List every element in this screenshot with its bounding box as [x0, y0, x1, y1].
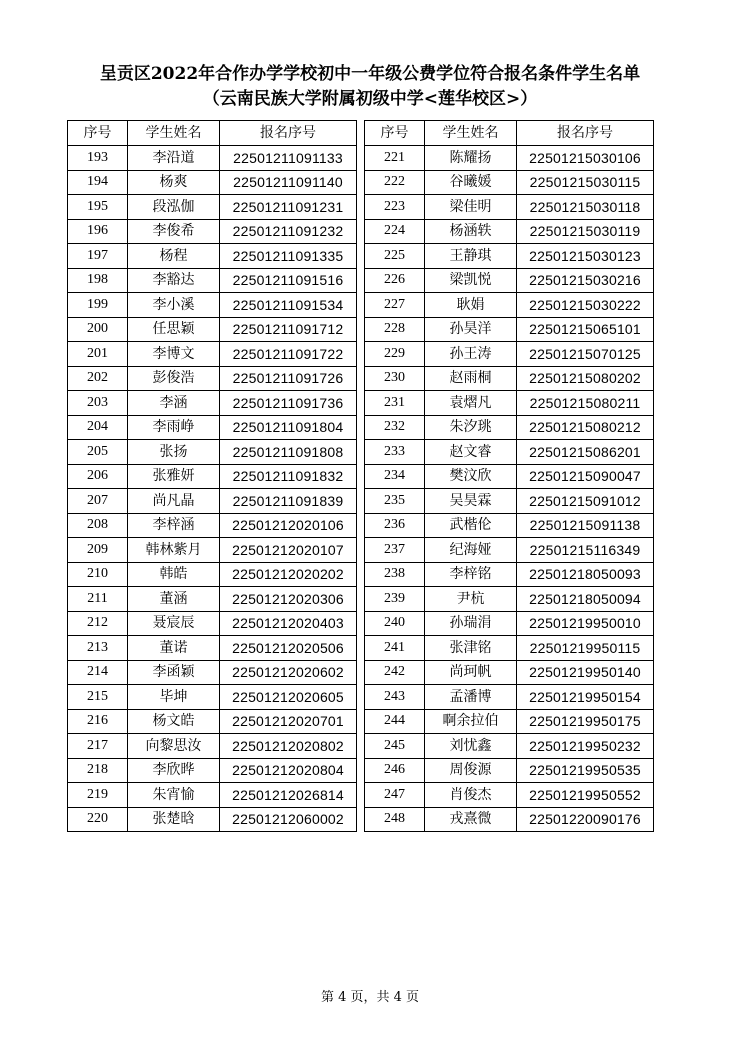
student-name: 毕坤	[128, 685, 220, 710]
student-name: 陈耀扬	[425, 146, 517, 171]
student-name: 李梓铭	[425, 562, 517, 587]
table-row	[365, 685, 654, 710]
row-number: 202	[68, 366, 128, 391]
row-number: 193	[68, 146, 128, 171]
row-number: 248	[365, 807, 425, 832]
table-row	[68, 195, 357, 220]
table-row	[68, 440, 357, 465]
row-number: 201	[68, 342, 128, 367]
student-name: 任思颖	[128, 317, 220, 342]
student-name: 李涵	[128, 391, 220, 416]
table-row	[68, 807, 357, 832]
table-row	[365, 464, 654, 489]
student-name: 尹杭	[425, 587, 517, 612]
student-name: 张雅妍	[128, 464, 220, 489]
registration-number: 22501215116349	[517, 538, 654, 563]
registration-number: 22501212020107	[220, 538, 357, 563]
row-number: 210	[68, 562, 128, 587]
row-number: 213	[68, 636, 128, 661]
table-row	[68, 636, 357, 661]
registration-number: 22501212020804	[220, 758, 357, 783]
student-name: 李小溪	[128, 293, 220, 318]
registration-number: 22501215090047	[517, 464, 654, 489]
student-name: 杨涵轶	[425, 219, 517, 244]
registration-number: 22501212020701	[220, 709, 357, 734]
row-number: 221	[365, 146, 425, 171]
registration-number: 22501215030123	[517, 244, 654, 269]
student-name: 董诺	[128, 636, 220, 661]
table-row	[365, 268, 654, 293]
table-row	[365, 538, 654, 563]
registration-number: 22501211091516	[220, 268, 357, 293]
table-row	[365, 415, 654, 440]
student-name: 向黎思汝	[128, 734, 220, 759]
row-number: 194	[68, 170, 128, 195]
row-number: 242	[365, 660, 425, 685]
table-row	[68, 464, 357, 489]
table-row	[68, 660, 357, 685]
row-number: 236	[365, 513, 425, 538]
registration-number: 22501211091804	[220, 415, 357, 440]
row-number: 235	[365, 489, 425, 514]
table-row	[68, 317, 357, 342]
table-row	[68, 685, 357, 710]
registration-number: 22501211091232	[220, 219, 357, 244]
student-name: 李梓涵	[128, 513, 220, 538]
registration-number: 22501212020602	[220, 660, 357, 685]
student-name: 纪海娅	[425, 538, 517, 563]
table-row	[365, 293, 654, 318]
student-name: 王静琪	[425, 244, 517, 269]
table-row	[365, 660, 654, 685]
row-number: 231	[365, 391, 425, 416]
table-row	[365, 513, 654, 538]
column-header-no: 序号	[365, 121, 425, 146]
column-header-no: 序号	[68, 121, 128, 146]
registration-number: 22501211091335	[220, 244, 357, 269]
row-number: 223	[365, 195, 425, 220]
registration-number: 22501215030118	[517, 195, 654, 220]
row-number: 195	[68, 195, 128, 220]
column-header-reg-no: 报名序号	[517, 121, 654, 146]
student-name: 杨程	[128, 244, 220, 269]
row-number: 215	[68, 685, 128, 710]
student-name: 杨文皓	[128, 709, 220, 734]
student-table-left	[67, 120, 357, 832]
table-row	[365, 317, 654, 342]
table-row	[68, 538, 357, 563]
student-name: 袁熠凡	[425, 391, 517, 416]
table-row	[365, 611, 654, 636]
table-row	[365, 244, 654, 269]
student-name: 李雨峥	[128, 415, 220, 440]
student-name: 段泓伽	[128, 195, 220, 220]
student-name: 聂宸辰	[128, 611, 220, 636]
row-number: 230	[365, 366, 425, 391]
student-name: 朱汐珧	[425, 415, 517, 440]
student-name: 耿娟	[425, 293, 517, 318]
registration-number: 22501215030216	[517, 268, 654, 293]
row-number: 237	[365, 538, 425, 563]
row-number: 205	[68, 440, 128, 465]
table-row	[68, 587, 357, 612]
table-row	[68, 758, 357, 783]
student-name: 李欣晔	[128, 758, 220, 783]
table-row	[365, 562, 654, 587]
row-number: 234	[365, 464, 425, 489]
registration-number: 22501211091726	[220, 366, 357, 391]
student-name: 赵文睿	[425, 440, 517, 465]
row-number: 217	[68, 734, 128, 759]
registration-number: 22501215091012	[517, 489, 654, 514]
table-row	[365, 440, 654, 465]
table-row	[68, 734, 357, 759]
row-number: 207	[68, 489, 128, 514]
registration-number: 22501219950552	[517, 783, 654, 808]
page-title: 呈贡区2022年合作办学学校初中一年级公费学位符合报名条件学生名单	[99, 64, 641, 84]
row-number: 214	[68, 660, 128, 685]
row-number: 196	[68, 219, 128, 244]
registration-number: 22501211091231	[220, 195, 357, 220]
student-name: 韩皓	[128, 562, 220, 587]
row-number: 211	[68, 587, 128, 612]
student-name: 吴昊霖	[425, 489, 517, 514]
row-number: 226	[365, 268, 425, 293]
row-number: 220	[68, 807, 128, 832]
table-row	[365, 709, 654, 734]
student-name: 韩林紫月	[128, 538, 220, 563]
registration-number: 22501212060002	[220, 807, 357, 832]
registration-number: 22501215030222	[517, 293, 654, 318]
column-header-reg-no: 报名序号	[220, 121, 357, 146]
student-name: 孙瑞涓	[425, 611, 517, 636]
student-name: 啊余拉伯	[425, 709, 517, 734]
table-row	[68, 293, 357, 318]
row-number: 228	[365, 317, 425, 342]
student-name: 张津铭	[425, 636, 517, 661]
registration-number: 22501212020202	[220, 562, 357, 587]
registration-number: 22501211091534	[220, 293, 357, 318]
table-row	[68, 391, 357, 416]
table-row	[68, 783, 357, 808]
registration-number: 22501212020802	[220, 734, 357, 759]
row-number: 208	[68, 513, 128, 538]
table-row	[68, 611, 357, 636]
student-name: 尚珂帆	[425, 660, 517, 685]
table-row	[365, 342, 654, 367]
table-row	[365, 219, 654, 244]
table-row	[68, 342, 357, 367]
registration-number: 22501219950010	[517, 611, 654, 636]
registration-number: 22501212020403	[220, 611, 357, 636]
registration-number: 22501219950175	[517, 709, 654, 734]
student-name: 刘忧鑫	[425, 734, 517, 759]
student-name: 樊汶欣	[425, 464, 517, 489]
student-name: 周俊源	[425, 758, 517, 783]
registration-number: 22501215080211	[517, 391, 654, 416]
registration-number: 22501212020106	[220, 513, 357, 538]
row-number: 246	[365, 758, 425, 783]
row-number: 200	[68, 317, 128, 342]
registration-number: 22501218050094	[517, 587, 654, 612]
student-name: 彭俊浩	[128, 366, 220, 391]
registration-number: 22501219950154	[517, 685, 654, 710]
registration-number: 22501211091722	[220, 342, 357, 367]
row-number: 227	[365, 293, 425, 318]
student-name: 谷曦媛	[425, 170, 517, 195]
registration-number: 22501212026814	[220, 783, 357, 808]
student-name: 梁佳明	[425, 195, 517, 220]
table-row	[365, 195, 654, 220]
registration-number: 22501219950535	[517, 758, 654, 783]
student-name: 尚凡晶	[128, 489, 220, 514]
registration-number: 22501215080212	[517, 415, 654, 440]
student-name: 张扬	[128, 440, 220, 465]
row-number: 232	[365, 415, 425, 440]
table-row	[365, 391, 654, 416]
row-number: 243	[365, 685, 425, 710]
table-row	[365, 366, 654, 391]
registration-number: 22501211091140	[220, 170, 357, 195]
row-number: 203	[68, 391, 128, 416]
registration-number: 22501211091832	[220, 464, 357, 489]
student-name: 李豁达	[128, 268, 220, 293]
row-number: 244	[365, 709, 425, 734]
student-table-right	[364, 120, 654, 832]
row-number: 198	[68, 268, 128, 293]
registration-number: 22501212020506	[220, 636, 357, 661]
page-subtitle: （云南民族大学附属初级中学<莲华校区>）	[202, 89, 538, 109]
row-number: 218	[68, 758, 128, 783]
table-row	[68, 415, 357, 440]
table-row	[68, 366, 357, 391]
registration-number: 22501219950115	[517, 636, 654, 661]
student-name: 李俊希	[128, 219, 220, 244]
student-name: 李博文	[128, 342, 220, 367]
table-row	[68, 709, 357, 734]
student-name: 赵雨桐	[425, 366, 517, 391]
student-name: 董涵	[128, 587, 220, 612]
table-row	[365, 489, 654, 514]
row-number: 239	[365, 587, 425, 612]
table-row	[68, 244, 357, 269]
table-row	[365, 146, 654, 171]
registration-number: 22501215070125	[517, 342, 654, 367]
table-row	[68, 513, 357, 538]
row-number: 204	[68, 415, 128, 440]
table-row	[365, 783, 654, 808]
row-number: 219	[68, 783, 128, 808]
row-number: 206	[68, 464, 128, 489]
registration-number: 22501211091839	[220, 489, 357, 514]
student-name: 肖俊杰	[425, 783, 517, 808]
table-row	[365, 807, 654, 832]
table-row	[68, 562, 357, 587]
table-row	[365, 734, 654, 759]
row-number: 225	[365, 244, 425, 269]
registration-number: 22501215030119	[517, 219, 654, 244]
registration-number: 22501215030115	[517, 170, 654, 195]
row-number: 199	[68, 293, 128, 318]
row-number: 222	[365, 170, 425, 195]
row-number: 209	[68, 538, 128, 563]
table-row	[68, 170, 357, 195]
row-number: 229	[365, 342, 425, 367]
registration-number: 22501220090176	[517, 807, 654, 832]
row-number: 216	[68, 709, 128, 734]
table-header-row	[365, 121, 654, 146]
row-number: 197	[68, 244, 128, 269]
student-name: 李函颖	[128, 660, 220, 685]
registration-number: 22501211091133	[220, 146, 357, 171]
column-header-name: 学生姓名	[425, 121, 517, 146]
row-number: 241	[365, 636, 425, 661]
student-name: 张楚晗	[128, 807, 220, 832]
table-row	[68, 268, 357, 293]
table-row	[365, 170, 654, 195]
row-number: 245	[365, 734, 425, 759]
student-name: 朱宵愉	[128, 783, 220, 808]
student-name: 孙王涛	[425, 342, 517, 367]
student-name: 孙昊洋	[425, 317, 517, 342]
row-number: 224	[365, 219, 425, 244]
student-name: 杨爽	[128, 170, 220, 195]
registration-number: 22501215065101	[517, 317, 654, 342]
row-number: 238	[365, 562, 425, 587]
registration-number: 22501211091736	[220, 391, 357, 416]
row-number: 233	[365, 440, 425, 465]
table-row	[68, 489, 357, 514]
registration-number: 22501219950140	[517, 660, 654, 685]
registration-number: 22501215030106	[517, 146, 654, 171]
registration-number: 22501211091712	[220, 317, 357, 342]
registration-number: 22501212020605	[220, 685, 357, 710]
row-number: 247	[365, 783, 425, 808]
registration-number: 22501215080202	[517, 366, 654, 391]
registration-number: 22501212020306	[220, 587, 357, 612]
table-row	[365, 636, 654, 661]
column-header-name: 学生姓名	[128, 121, 220, 146]
registration-number: 22501219950232	[517, 734, 654, 759]
row-number: 240	[365, 611, 425, 636]
row-number: 212	[68, 611, 128, 636]
table-row	[68, 146, 357, 171]
registration-number: 22501211091808	[220, 440, 357, 465]
student-name: 武楷伦	[425, 513, 517, 538]
student-name: 戎熹微	[425, 807, 517, 832]
table-row	[365, 758, 654, 783]
page-footer: 第 4 页，共 4 页	[320, 990, 420, 1005]
student-name: 孟潘博	[425, 685, 517, 710]
table-row	[365, 587, 654, 612]
table-row	[68, 219, 357, 244]
student-name: 李沿道	[128, 146, 220, 171]
registration-number: 22501215091138	[517, 513, 654, 538]
table-header-row	[68, 121, 357, 146]
student-name: 梁凯悦	[425, 268, 517, 293]
registration-number: 22501218050093	[517, 562, 654, 587]
registration-number: 22501215086201	[517, 440, 654, 465]
